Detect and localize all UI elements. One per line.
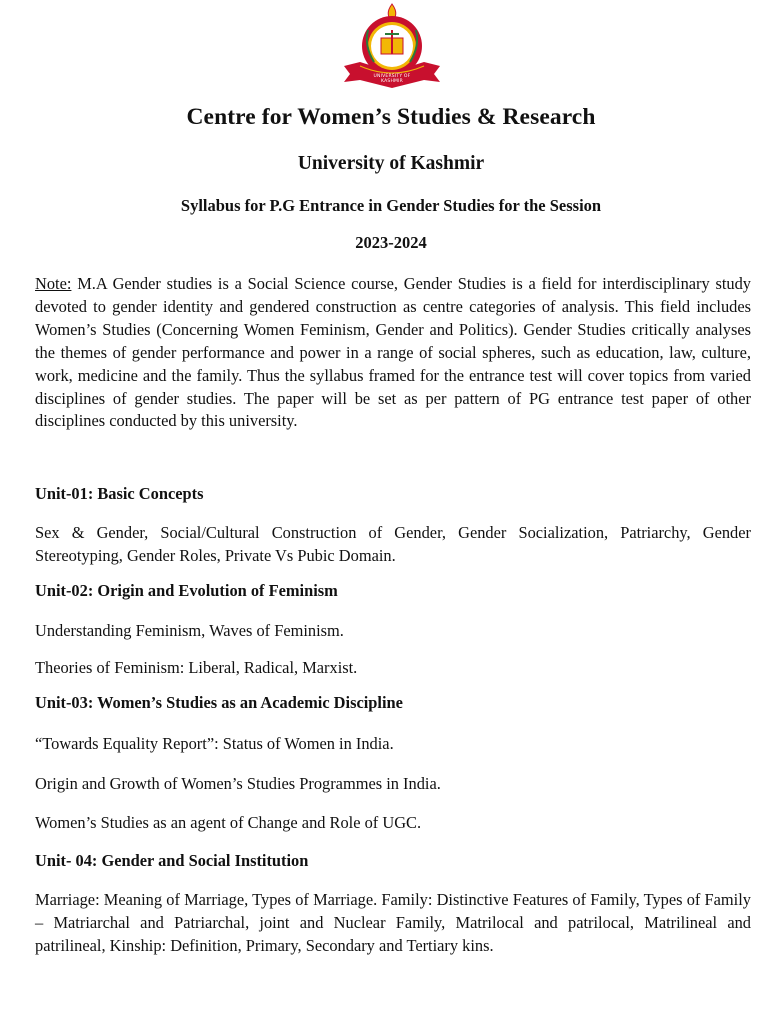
session-year: 2023-2024 [355,233,427,252]
unit-04-heading: Unit- 04: Gender and Social Institution [35,851,309,870]
unit-02-paragraph-2: Theories of Feminism: Liberal, Radical, Marxist. [35,658,358,677]
note-paragraph [35,273,751,433]
unit-03-heading: Unit-03: Women’s Studies as an Academic Discipline [35,693,403,712]
unit-04-paragraph-1: Marriage: Meaning of Marriage, Types of Marriage. Family: Distinctive Features of Family, Types of Family – Matriarchal and Patriarchal, joint and Nuclear Family, Matrilocal and patrilocal, Matrilineal and patrilineal, Kinship: Definition, Primary, Secondary and Tertiary kins. [35,890,751,955]
unit-03-paragraph-3: Women’s Studies as an agent of Change and Role of UGC. [35,813,422,832]
unit-01-paragraph-1: Sex & Gender, Social/Cultural Construction of Gender, Gender Socialization, Patriarchy, Gender Stereotyping, Gender Roles, Private Vs Pubic Domain. [35,523,751,565]
unit-02-paragraph-1: Understanding Feminism, Waves of Feminism. [35,621,344,640]
unit-03-paragraph-2: Origin and Growth of Women’s Studies Programmes in India. [35,774,441,793]
university-name: University of Kashmir [297,153,485,174]
page-title: Centre for Women’s Studies & Research [186,104,596,130]
note-label: Note: [35,274,72,293]
syllabus-title: Syllabus for P.G Entrance in Gender Studies for the Session [180,196,602,215]
unit-02-heading: Unit-02: Origin and Evolution of Feminism [35,581,338,600]
unit-03-paragraph-1: “Towards Equality Report”: Status of Women in India. [35,734,394,753]
note-text: M.A Gender studies is a Social Science course, Gender Studies is a field for interdisciplinary study devoted to gender identity and gendered construction as centre categories of analysis. This field includes Women’s Studies (Concerning Women Feminism, Gender and Politics). Gender Studies critically analyses the themes of gender performance and power in a range of social spheres, such as education, law, culture, work, medicine and the family. Thus the syllabus framed for the entrance test will cover topics from varied disciplines of gender studies. The paper will be set as per pattern of PG entrance test paper of other disciplines conducted by this university. [35,274,751,431]
unit-01-heading: Unit-01: Basic Concepts [35,484,204,503]
logo-ribbon-text: UNIVERSITY OF KASHMIR [373,74,411,84]
